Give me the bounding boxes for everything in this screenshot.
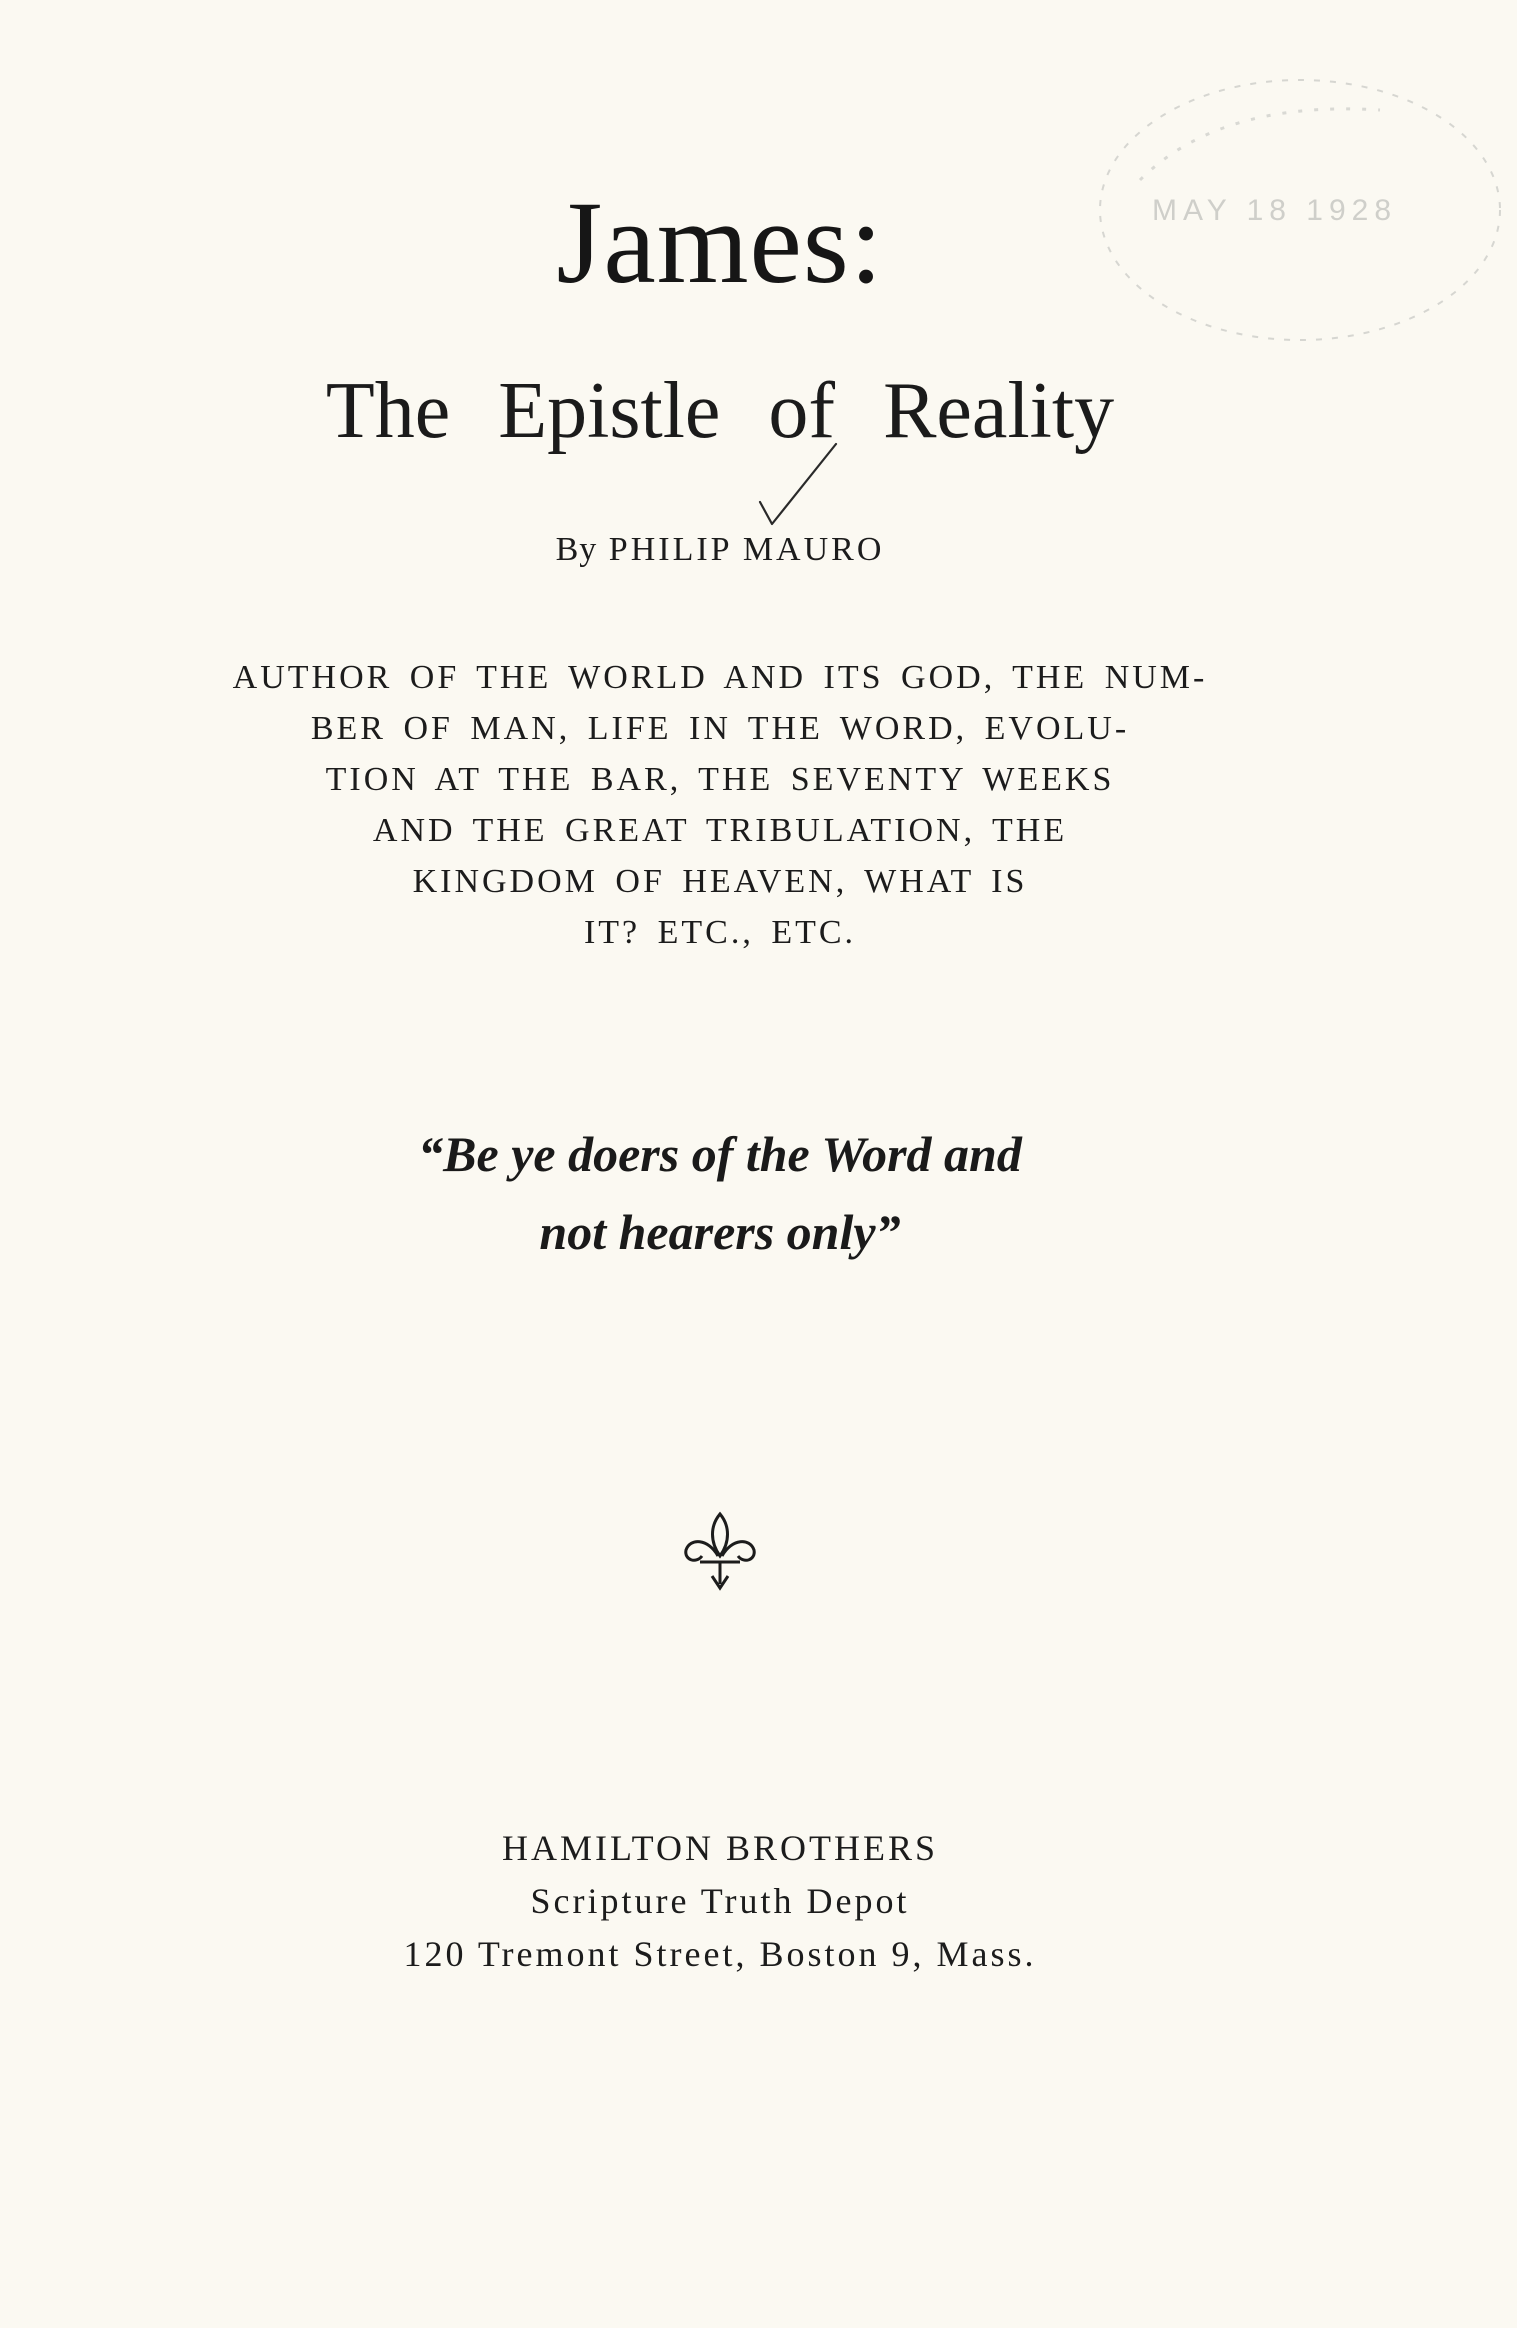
book-title: James: xyxy=(556,177,884,308)
author-works-list xyxy=(0,652,1440,958)
byline xyxy=(0,528,1440,572)
fleur-de-lis-icon xyxy=(680,1508,760,1598)
author-note-line: BER OF MAN, LIFE IN THE WORD, EVOLU- xyxy=(310,710,1130,747)
book-subtitle: The Epistle of Reality xyxy=(325,367,1115,455)
byline-author: PHILIP MAURO xyxy=(608,531,885,568)
epigraph xyxy=(0,1115,1440,1271)
publisher-address: 120 Tremont Street, Boston 9, Mass. xyxy=(403,1934,1037,1974)
publisher-block xyxy=(0,1822,1440,1981)
publisher-subtitle: Scripture Truth Depot xyxy=(530,1881,910,1921)
author-note-line: IT? ETC., ETC. xyxy=(583,914,857,951)
author-note-line: TION AT THE BAR, THE SEVENTY WEEKS xyxy=(325,761,1115,798)
author-note-line: KINGDOM OF HEAVEN, WHAT IS xyxy=(412,863,1028,900)
author-note-line: AND THE GREAT TRIBULATION, THE xyxy=(372,812,1068,849)
checkmark-icon xyxy=(752,440,842,530)
epigraph-line: “Be ye doers of the Word and xyxy=(418,1126,1022,1182)
byline-prefix: By xyxy=(555,531,598,568)
author-note-line: AUTHOR OF THE WORLD AND ITS GOD, THE NUM- xyxy=(232,659,1208,696)
publisher-name: HAMILTON BROTHERS xyxy=(501,1828,939,1868)
epigraph-line: not hearers only” xyxy=(539,1204,901,1260)
stamp-date: MAY 18 1928 xyxy=(1152,194,1398,227)
